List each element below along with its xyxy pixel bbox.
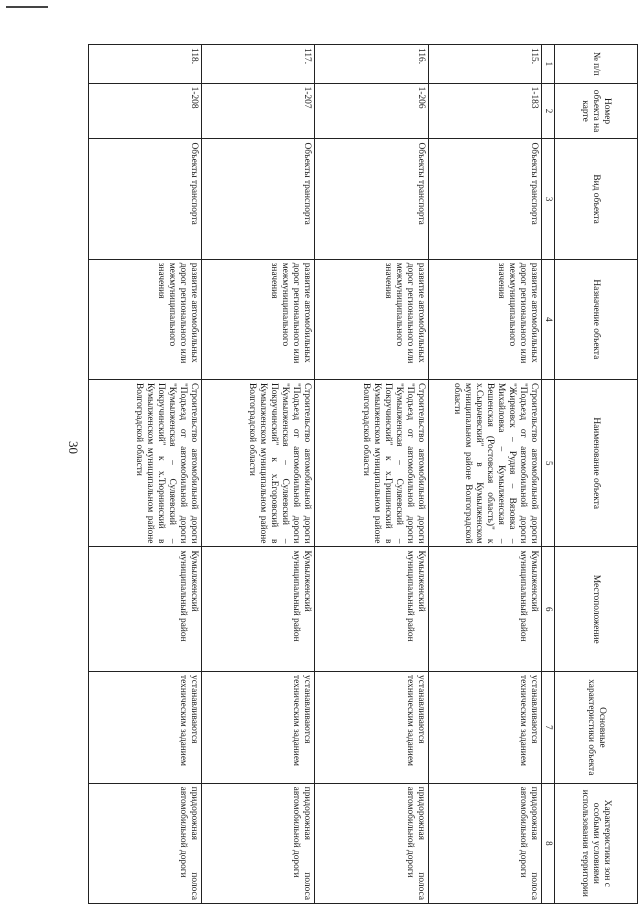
table-row	[315, 45, 428, 904]
col-header-purpose: Назначение объекта	[555, 259, 638, 379]
column-number-row	[542, 45, 555, 904]
table-row	[89, 45, 202, 904]
object-type: Объекты транспорта	[428, 139, 541, 259]
zone-characteristics: придорожная полоса автомобильной дороги	[202, 783, 315, 903]
zone-characteristics: придорожная полоса автомобильной дороги	[89, 783, 202, 903]
col-header-zones: Характеристики зон с особыми условиями использования территории	[555, 783, 638, 903]
rotated-table-container	[88, 44, 638, 904]
object-name: Строительство автомобильной дороги "Подъезд от автомобильной дороги "Кумылженская – Суляевский – Покручинский" к х.Тюрнинский в Кумылженском муниципальном районе Волгоградской области	[89, 379, 202, 547]
object-type: Объекты транспорта	[202, 139, 315, 259]
column-number: 3	[542, 139, 555, 259]
object-name: Строительство автомобильной дороги "Подъезд от автомобильной дороги "Жирновск – Рудня – Вязовка – Михайловка – Кумылженская – Вешенская (Ростовская область)" к х.Сырьчевский" в Кумылженском муниципальном районе Волгоградской области	[428, 379, 541, 547]
row-number: 117.	[202, 45, 315, 84]
row-number: 115.	[428, 45, 541, 84]
col-header-location: Местоположение	[555, 547, 638, 672]
header-row	[555, 45, 638, 904]
object-purpose: развитие автомобильных дорог регионального или межмуниципального значения	[202, 259, 315, 379]
row-number: 116.	[315, 45, 428, 84]
column-number: 2	[542, 83, 555, 139]
column-number: 4	[542, 259, 555, 379]
table-row	[202, 45, 315, 904]
col-header-num: № п/п	[555, 45, 638, 84]
object-type: Объекты транспорта	[315, 139, 428, 259]
column-number: 6	[542, 547, 555, 672]
map-number: 1-208	[89, 83, 202, 139]
row-number: 118.	[89, 45, 202, 84]
col-header-type: Вид объекта	[555, 139, 638, 259]
col-header-name: Наименование объекта	[555, 379, 638, 547]
object-characteristics: устанавливаются техническим заданием	[202, 672, 315, 784]
zone-characteristics: придорожная полоса автомобильной дороги	[428, 783, 541, 903]
object-location: Кумылженский муниципальный район	[428, 547, 541, 672]
object-name: Строительство автомобильной дороги "Подъезд от автомобильной дороги "Кумылженская – Суляевский – Покручинский" к х.Егоровский в Кумылженском муниципальном районе Волгоградской области	[202, 379, 315, 547]
table-row	[428, 45, 541, 904]
object-name: Строительство автомобильной дороги "Подъезд от автомобильной дороги "Кумылженская – Суляевский – Покручинский" к х.Гришинский в Кумылженском муниципальном районе Волгоградской области	[315, 379, 428, 547]
objects-table	[88, 44, 638, 904]
object-characteristics: устанавливаются техническим заданием	[89, 672, 202, 784]
map-number: 1-206	[315, 83, 428, 139]
col-header-characteristics: Основные характеристики объекта	[555, 672, 638, 784]
col-header-map-number: Номер объекта на карте	[555, 83, 638, 139]
column-number: 1	[542, 45, 555, 84]
zone-characteristics: придорожная полоса автомобильной дороги	[315, 783, 428, 903]
map-number: 1-183	[428, 83, 541, 139]
object-characteristics: устанавливаются техническим заданием	[315, 672, 428, 784]
column-number: 7	[542, 672, 555, 784]
object-location: Кумылженский муниципальный район	[202, 547, 315, 672]
page-number: 30	[66, 441, 81, 454]
object-purpose: развитие автомобильных дорог регионального или межмуниципального значения	[315, 259, 428, 379]
column-number: 5	[542, 379, 555, 547]
column-number: 8	[542, 783, 555, 903]
object-purpose: развитие автомобильных дорог регионального или межмуниципального значения	[428, 259, 541, 379]
object-type: Объекты транспорта	[89, 139, 202, 259]
object-location: Кумылженский муниципальный район	[315, 547, 428, 672]
object-purpose: развитие автомобильных дорог регионального или межмуниципального значения	[89, 259, 202, 379]
object-location: Кумылженский муниципальный район	[89, 547, 202, 672]
map-number: 1-207	[202, 83, 315, 139]
object-characteristics: устанавливаются техническим заданием	[428, 672, 541, 784]
scan-corner-mark	[6, 6, 48, 8]
